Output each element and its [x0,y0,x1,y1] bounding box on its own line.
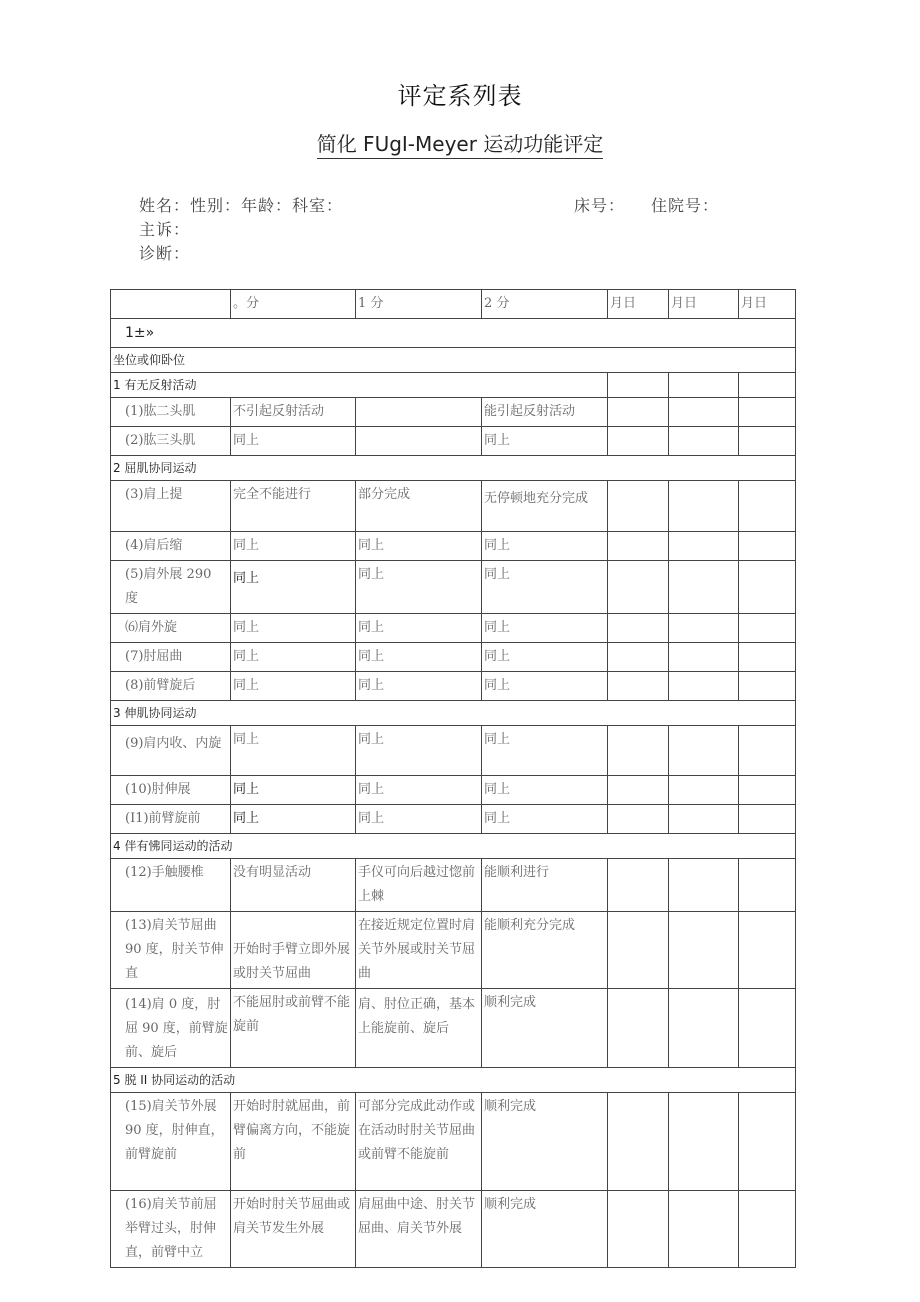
chief-complaint-label: 主诉： [139,220,191,239]
table-row [111,672,796,701]
table-row [111,643,796,672]
table-row [111,481,796,532]
table-row [111,805,796,834]
header-cell: 月日 [608,290,669,319]
section-row [111,456,796,481]
date-cell [669,1191,739,1268]
subtitle-text: 简化 FUgI-Meyer 运动功能评定 [317,132,604,159]
form-title: 评定系列表 [397,82,523,110]
date-cell [669,672,739,701]
score-1-cell: 同上 [356,776,482,805]
score-1-cell: 手仪可向后越过惚前上棘 [356,859,482,912]
score-1-cell: 同上 [356,614,482,643]
score-1-cell: 在接近规定位置时肩关节外展或肘关节屈曲 [356,912,482,989]
date-cell [669,373,739,398]
date-cell [739,726,796,776]
score-1-cell: 肩屈曲中途、肘关节屈曲、肩关节外展 [356,1191,482,1268]
date-cell [608,427,669,456]
section-label: 4 伴有怫同运动的活动 [111,834,796,859]
date-cell [739,373,796,398]
item-cell: (12)手触腰椎 [111,859,231,912]
item-cell: (10)肘伸展 [111,776,231,805]
date-cell [608,481,669,532]
date-cell [669,726,739,776]
part-row [111,319,796,348]
date-cell [739,776,796,805]
table-row [111,532,796,561]
date-cell [739,643,796,672]
date-cell [669,398,739,427]
item-cell: ⑹肩外旋 [111,614,231,643]
section-row [111,1068,796,1093]
score-0-cell: 同上 [231,805,356,834]
table-row [111,427,796,456]
score-2-cell: 能顺利充分完成 [482,912,608,989]
section-row [111,373,796,398]
date-cell [669,805,739,834]
score-2-cell: 同上 [482,427,608,456]
date-cell [608,1093,669,1191]
date-cell [739,672,796,701]
item-cell: (4)肩后缩 [111,532,231,561]
date-cell [739,398,796,427]
score-2-cell: 同上 [482,532,608,561]
date-cell [608,912,669,989]
table-row [111,776,796,805]
score-0-cell: 完全不能进行 [231,481,356,532]
table-row [111,398,796,427]
score-2-cell: 顺利完成 [482,989,608,1068]
patient-name-gender-age-dept: 姓名：性别：年龄：科室： [139,196,344,215]
item-cell: (5)肩外展 290 度 [111,561,231,614]
score-2-cell: 同上 [482,643,608,672]
score-1-cell: 可部分完成此动作或在活动时肘关节屈曲或前臂不能旋前 [356,1093,482,1191]
item-cell: (9)肩内收、内旋 [111,726,231,776]
score-1-cell [356,398,482,427]
date-cell [669,427,739,456]
score-1-cell: 同上 [356,561,482,614]
date-cell [739,912,796,989]
score-0-cell: 同上 [231,776,356,805]
item-cell: (2)肱三头肌 [111,427,231,456]
date-cell [739,1191,796,1268]
date-cell [669,1093,739,1191]
section-row [111,834,796,859]
item-cell: (7)肘屈曲 [111,643,231,672]
date-cell [669,776,739,805]
item-cell: (15)肩关节外展 90 度，肘伸直，前臂旋前 [111,1093,231,1191]
date-cell [739,481,796,532]
score-1-cell: 同上 [356,805,482,834]
score-1-cell: 同上 [356,672,482,701]
score-2-cell: 同上 [482,614,608,643]
date-cell [739,989,796,1068]
date-cell [669,614,739,643]
score-0-cell: 同上 [231,726,356,776]
score-0-cell: 不引起反射活动 [231,398,356,427]
date-cell [669,859,739,912]
date-cell [608,398,669,427]
score-1-cell: 部分完成 [356,481,482,532]
item-cell: (14)肩 0 度，肘屈 90 度，前臂旋前、旋后 [111,989,231,1068]
part-label: 1±» [111,319,796,348]
date-cell [669,532,739,561]
section-label: 3 伸肌协同运动 [111,701,796,726]
item-cell: (I1)前臂旋前 [111,805,231,834]
score-0-cell: 同上 [231,643,356,672]
date-cell [608,532,669,561]
header-cell: 。分 [231,290,356,319]
date-cell [608,989,669,1068]
header-cell: 月日 [739,290,796,319]
table-row [111,989,796,1068]
score-2-cell: 同上 [482,776,608,805]
table-row [111,726,796,776]
score-0-cell: 开始时肘就屈曲，前臂偏离方向，不能旋前 [231,1093,356,1191]
date-cell [608,859,669,912]
date-cell [739,614,796,643]
score-1-cell: 同上 [356,532,482,561]
diagnosis-label: 诊断： [139,244,191,263]
date-cell [608,672,669,701]
header-cell [111,290,231,319]
score-0-cell: 没有明显活动 [231,859,356,912]
score-1-cell [356,427,482,456]
date-cell [669,481,739,532]
item-cell: (3)肩上提 [111,481,231,532]
table-row [111,859,796,912]
score-0-cell: 开始时肘关节屈曲或肩关节发生外展 [231,1191,356,1268]
section-label: 1 有无反射活动 [111,373,608,398]
date-cell [739,427,796,456]
posture-label: 坐位或仰卧位 [111,348,796,373]
date-cell [739,1093,796,1191]
item-cell: (8)前臂旋后 [111,672,231,701]
date-cell [608,805,669,834]
score-2-cell: 能顺利进行 [482,859,608,912]
item-cell: (13)肩关节屈曲 90 度，肘关节伸直 [111,912,231,989]
bed-number-label: 床号： [574,196,626,215]
date-cell [669,989,739,1068]
date-cell [739,805,796,834]
table-row [111,614,796,643]
date-cell [608,776,669,805]
section-row [111,701,796,726]
score-1-cell: 同上 [356,643,482,672]
item-cell: (1)肱二头肌 [111,398,231,427]
date-cell [669,561,739,614]
table-row [111,1093,796,1191]
date-cell [608,614,669,643]
date-cell [739,859,796,912]
score-2-cell: 顺利完成 [482,1093,608,1191]
section-label: 2 屈肌协同运动 [111,456,796,481]
date-cell [608,373,669,398]
score-0-cell: 同上 [231,561,356,614]
score-2-cell: 同上 [482,805,608,834]
header-cell: 月日 [669,290,739,319]
header-cell: 2 分 [482,290,608,319]
score-0-cell: 同上 [231,614,356,643]
score-2-cell: 同上 [482,726,608,776]
assessment-table [110,289,796,1268]
date-cell [608,1191,669,1268]
item-cell: (16)肩关节前屈举臂过头，肘伸直，前臂中立 [111,1191,231,1268]
score-2-cell: 顺利完成 [482,1191,608,1268]
date-cell [608,561,669,614]
table-row [111,912,796,989]
date-cell [669,643,739,672]
score-0-cell: 开始时手臂立即外展或肘关节屈曲 [231,912,356,989]
score-2-cell: 同上 [482,672,608,701]
date-cell [739,532,796,561]
posture-row [111,348,796,373]
date-cell [739,561,796,614]
header-cell: 1 分 [356,290,482,319]
score-0-cell: 同上 [231,532,356,561]
date-cell [608,726,669,776]
score-0-cell: 同上 [231,672,356,701]
score-2-cell: 无停顿地充分完成 [482,481,608,532]
date-cell [669,912,739,989]
table-row [111,561,796,614]
score-0-cell: 不能屈肘或前臂不能旋前 [231,989,356,1068]
score-1-cell: 肩、肘位正确，基本上能旋前、旋后 [356,989,482,1068]
table-row [111,1191,796,1268]
form-subtitle [0,128,920,157]
section-label: 5 脱 II 协同运动的活动 [111,1068,796,1093]
score-2-cell: 能引起反射活动 [482,398,608,427]
date-cell [608,643,669,672]
score-1-cell: 同上 [356,726,482,776]
admission-number-label: 住院号： [651,196,720,215]
table-header-row [111,290,796,319]
score-2-cell: 同上 [482,561,608,614]
score-0-cell: 同上 [231,427,356,456]
